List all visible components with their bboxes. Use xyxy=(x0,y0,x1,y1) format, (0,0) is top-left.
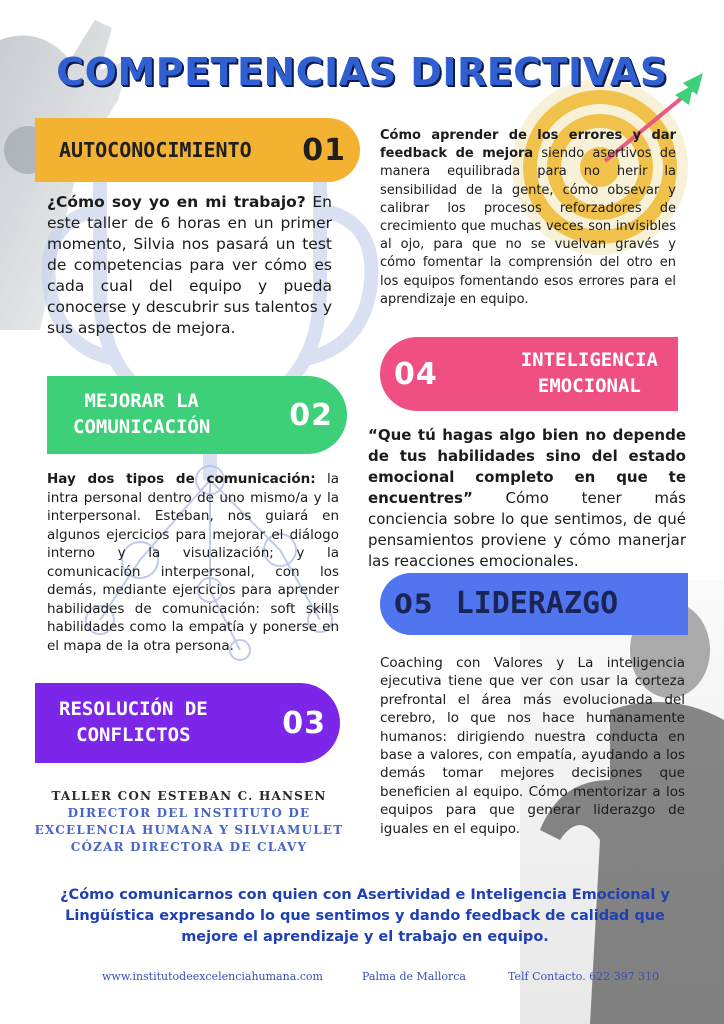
host-credits xyxy=(30,788,348,856)
module-01-label: AUTOCONOCIMIENTO xyxy=(59,137,252,162)
module-03-description xyxy=(380,127,676,309)
module-02-number: 02 xyxy=(289,397,333,433)
module-05-banner xyxy=(380,573,688,635)
module-04-lead: “Que tú hagas algo bien no depende de tus habilidades sino del estado emocional completo en que te encuentres” xyxy=(368,426,686,507)
module-02-banner xyxy=(47,376,347,454)
module-02-label xyxy=(73,389,210,440)
host-line1: TALLER CON ESTEBAN C. HANSEN xyxy=(51,789,327,803)
website-link[interactable]: www.institutodeexcelenciahumana.com xyxy=(102,970,323,983)
module-04-text: Cómo tener más conciencia sobre lo que sentimos, de qué pensamientos proviene y cómo manerjar las reacciones emocionales. xyxy=(368,489,686,570)
module-03-lead: Cómo aprender de los errores y dar feedback de mejora xyxy=(380,128,676,162)
city-label: Palma de Mallorca xyxy=(362,970,466,983)
module-01-description xyxy=(47,192,332,339)
footer-question: ¿Cómo comunicarnos con quien con Asertividad e Inteligencia Emocional y Lingüística expresando lo que sentimos y dando feedback de calidad que mejore el aprendizaje y el trabajo en equipo. xyxy=(60,887,670,945)
module-04-label xyxy=(521,348,658,399)
module-02-label-line1: MEJORAR LA xyxy=(84,390,199,413)
host-line2: DIRECTOR DEL INSTITUTO DE EXCELENCIA HUMANA Y SILVIAMULET CÓZAR DIRECTORA DE CLAVY xyxy=(34,806,344,854)
module-01-number: 01 xyxy=(302,132,346,168)
module-02-lead: Hay dos tipos de comunicación: xyxy=(47,471,316,487)
module-03-label xyxy=(59,697,208,748)
module-01-banner xyxy=(35,118,360,182)
module-03-label-line2: CONFLICTOS xyxy=(76,724,191,746)
module-02-description xyxy=(47,470,339,655)
module-05-label: LIDERAZGO xyxy=(455,585,619,621)
phone-label: Telf Contacto. 622 397 310 xyxy=(508,970,660,983)
module-03-text: siendo asertivos de manera equilibrada para no herir la sensibilidad de la gente, cómo obsevar y calibrar los procesos reforzadores de crecimiento que muchas veces son invisibles al ojo, para que no se vuelvan gravés y cómo fomentar la comprensión del otro en los equipos fomentando esos errores para el aprendizaje en equipo. xyxy=(380,146,676,307)
module-02-label-line2: COMUNICACIÓN xyxy=(73,416,211,438)
module-04-banner xyxy=(380,337,678,411)
module-02-text: la intra personal dentro de uno mismo/a y la interpersonal. Esteban, nos guiará en algunos ejercicios para mejorar el diálogo interno y la visualización; y la comunicación interpersonal, con los demás, mediante ejercicios para aprender habilidades de comunicación: soft skills habilidades como la empatía y ponerse en el mapa de la otra persona. xyxy=(47,471,339,654)
module-04-label-line1: INTELIGENCIA xyxy=(520,349,658,372)
module-03-banner xyxy=(35,683,340,763)
module-03-label-line1: RESOLUCIÓN DE xyxy=(59,698,208,721)
module-04-description xyxy=(368,425,686,572)
module-03-number: 03 xyxy=(282,705,326,741)
module-05-description: Coaching con Valores y La inteligencia ejecutiva tiene que ver con usar la corteza prefrontal el área más evolucionada del cerebro, lo que nos hace humanamente humanos: dirigiendo nuestra conducta en base a valores, con empatía, ayudando a los demás tomar mejores decisiones que beneficien al equipo. Cómo mentorizar a los equipos para que generar liderazgo de iguales en el equipo. xyxy=(380,655,685,837)
module-01-lead: ¿Cómo soy yo en mi trabajo? xyxy=(47,193,306,211)
module-05-number: 05 xyxy=(394,588,434,620)
module-04-label-line2: EMOCIONAL xyxy=(537,375,641,397)
module-04-number: 04 xyxy=(394,356,438,392)
module-01-text: En este taller de 6 horas en un primer momento, Silvia nos pasará un test de competencias para ver cómo es cada cual del equipo y pueda conocerse y descubrir sus talentos y sus aspectos de mejora. xyxy=(47,193,332,337)
page-title: COMPETENCIAS DIRECTIVAS xyxy=(56,50,668,94)
